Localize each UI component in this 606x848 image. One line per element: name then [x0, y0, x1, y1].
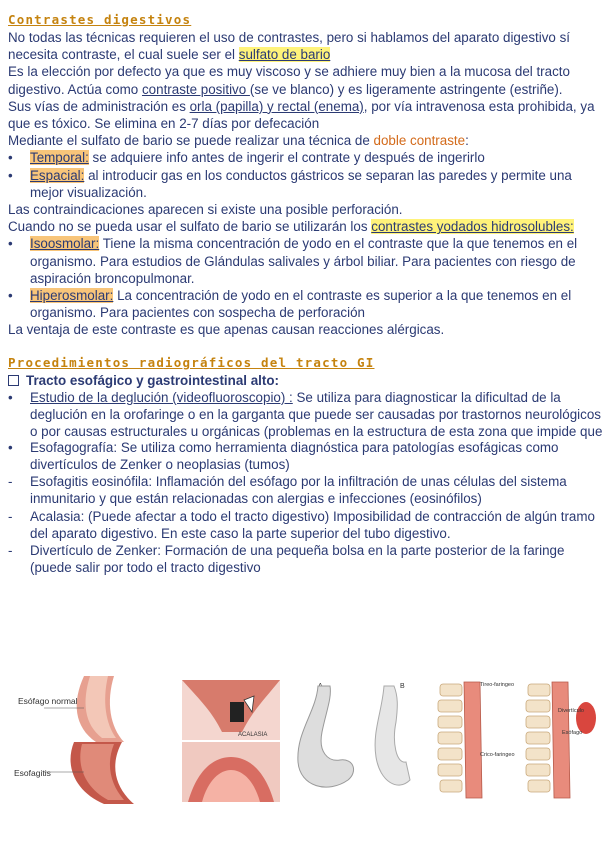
paragraph-intro [8, 29, 604, 63]
label-diverticulo: Divertículo [558, 708, 584, 714]
term-deglucion: Estudio de la deglución (videofluoroscopio) : [30, 389, 293, 405]
list-procedimientos [8, 389, 604, 473]
checkbox-icon [8, 375, 19, 386]
text: Cuando no se pueda usar el sulfato de bario se utilizarán los [8, 219, 372, 235]
list-doble-contraste [8, 149, 604, 201]
text: , por vía intravenosa esta prohibida, ya que es tóxico. Se elimina en 2-7 días por defecación [8, 98, 595, 132]
label-esofagitis: Esofagitis [14, 768, 51, 778]
label-acalasia: ACALASIA [238, 732, 268, 738]
label-b: B [400, 683, 405, 690]
list-item: • Isoosmolar: Tiene la misma concentración de yodo en el contraste que la que tenemos en el organismo. Para estudios de Glándulas salivales y árbol biliar. Para pacientes con riesgo de aspiración broncopulmonar. [8, 236, 578, 286]
doble-contraste: doble contraste [373, 133, 466, 149]
term-espacial: Espacial: [30, 167, 85, 183]
figure-esofagitis [14, 672, 164, 804]
list-item: • Estudio de la deglución (videofluoroscopio) : Se utiliza para diagnosticar la dificultad de la deglución en la orofaringe o en la garganta que puede ser causadas por trastornos neurológicos o por causas estructurales u orgánicas (problemas en la estructura de esta zona que impide que [8, 389, 604, 440]
list-item: • Esofagografía: Se utiliza como herramienta diagnóstica para patologías esofágicas como divertículos de Zenker o neoplasias (tumos) [8, 439, 559, 473]
paragraph-contraindicaciones: Las contraindicaciones aparecen si existe una posible perforación. [8, 202, 403, 218]
paragraph-doble [8, 132, 604, 149]
paragraph-vias [8, 98, 604, 132]
text: Es la elección por defecto ya que es muy viscoso y se adhiere muy bien a la mucosa del tracto digestivo. Actúa como [8, 64, 570, 97]
label-esofago: Esófago [562, 730, 583, 736]
list-yodados [8, 235, 604, 321]
list-item: • Espacial: al introducir gas en los conductos gástricos se separan las paredes y permite una mejor visualización. [8, 167, 572, 200]
figure-acalasia [182, 672, 280, 802]
text: No todas las técnicas requieren el uso de contrastes, pero si hablamos del aparato digestivo sí necesita contraste, el cual suele ser el [8, 30, 570, 63]
text: Mediante el sulfato de bario se puede realizar una técnica de [8, 133, 374, 149]
figure-zenker [430, 674, 600, 804]
text: La concentración de yodo en el contraste es superior a la que tenemos en el organismo. Para pacientes con sospecha de perforación [30, 288, 572, 321]
label-tireo: Tireo-faringeo [480, 682, 515, 688]
section-title-procedimientos: Procedimientos radiográficos del tracto GI [8, 354, 375, 370]
text: Tracto esofágico y gastrointestinal alto: [26, 372, 279, 388]
document-page [8, 12, 604, 576]
highlight-sulfato: sulfato de bario [238, 47, 331, 63]
list-item: • Temporal: se adquiere info antes de ingerir el contrate y después de ingerirlo [8, 150, 485, 166]
text: Tiene la misma concentración de yodo en el contraste que la que tenemos en el organismo. Para estudios de Glándulas salivales y árbol biliar. Para pacientes con riesgo de aspiración broncopulmonar. [30, 236, 578, 286]
heading-tracto [8, 372, 604, 389]
text: Esofagografía: Se utiliza como herramienta diagnóstica para patologías esofágicas como divertículos de Zenker o neoplasias (tumos) [30, 439, 559, 473]
list-item: - Divertículo de Zenker: Formación de una pequeña bolsa en la parte posterior de la faringe (puede salir por todo el tracto digestivo [8, 543, 565, 576]
paragraph-ventaja: La ventaja de este contraste es que apenas causan reacciones alérgicas. [8, 322, 445, 338]
text: al introducir gas en los conductos gástricos se separan las paredes y permite una mejor visualización. [30, 167, 572, 200]
text: Se utiliza para diagnosticar la dificultad de la deglución en la orofaringe o en la garganta que puede ser causadas por trastornos neurológicos o por causas estructurales u orgánicas (problemas en la estructura de esta zona que impide que [30, 389, 603, 440]
paragraph-eleccion [8, 63, 604, 97]
text: Esofagitis eosinófila: Inflamación del esófago por la infiltración de unas células del sistema inmunitario y que están relacionadas con alergias e infecciones (eosinófilos) [30, 474, 567, 507]
text: Divertículo de Zenker: Formación de una pequeña bolsa en la parte posterior de la faringe (puede salir por todo el tracto digestivo [30, 543, 565, 576]
figures-row [0, 672, 606, 822]
term-hiperosmolar: Hiperosmolar: [30, 288, 114, 304]
paragraph-yodados [8, 218, 604, 235]
text: : [465, 133, 469, 149]
list-patologias [8, 473, 604, 576]
term-temporal: Temporal: [30, 150, 89, 166]
text: (se ve blanco) y es ligeramente astringente (estriñe). [249, 81, 563, 97]
section-title-contrastes: Contrastes digestivos [8, 12, 192, 27]
underline-vias: orla (papilla) y rectal (enema) [189, 98, 364, 114]
list-item: - Acalasia: (Puede afectar a todo el tracto digestivo) Imposibilidad de contracción de algún tramo del aparato digestivo. En este caso la parte superior del tubo digestivo. [8, 508, 595, 541]
label-crico: Crico-faringeo [480, 752, 515, 758]
list-item: - Esofagitis eosinófila: Inflamación del esófago por la infiltración de unas células del sistema inmunitario y que están relacionadas con alergias e infecciones (eosinófilos) [8, 474, 567, 507]
text: Sus vías de administración es [8, 98, 190, 114]
highlight-yodados: contrastes yodados hidrosolubles: [371, 219, 574, 235]
term-isoosmolar: Isoosmolar: [30, 236, 100, 252]
underline-contraste-positivo: contraste positivo [141, 81, 250, 97]
text: Acalasia: (Puede afectar a todo el tracto digestivo) Imposibilidad de contracción de algún tramo del aparato digestivo. En este caso la parte superior del tubo digestivo. [30, 508, 595, 541]
list-item: • Hiperosmolar: La concentración de yodo en el contraste es superior a la que tenemos en el organismo. Para pacientes con sospecha de perforación [8, 288, 572, 321]
figure-radiografias [288, 672, 418, 802]
label-esofago-normal: Esófago normal [18, 696, 78, 706]
text: se adquiere info antes de ingerir el contrate y después de ingerirlo [88, 150, 485, 166]
